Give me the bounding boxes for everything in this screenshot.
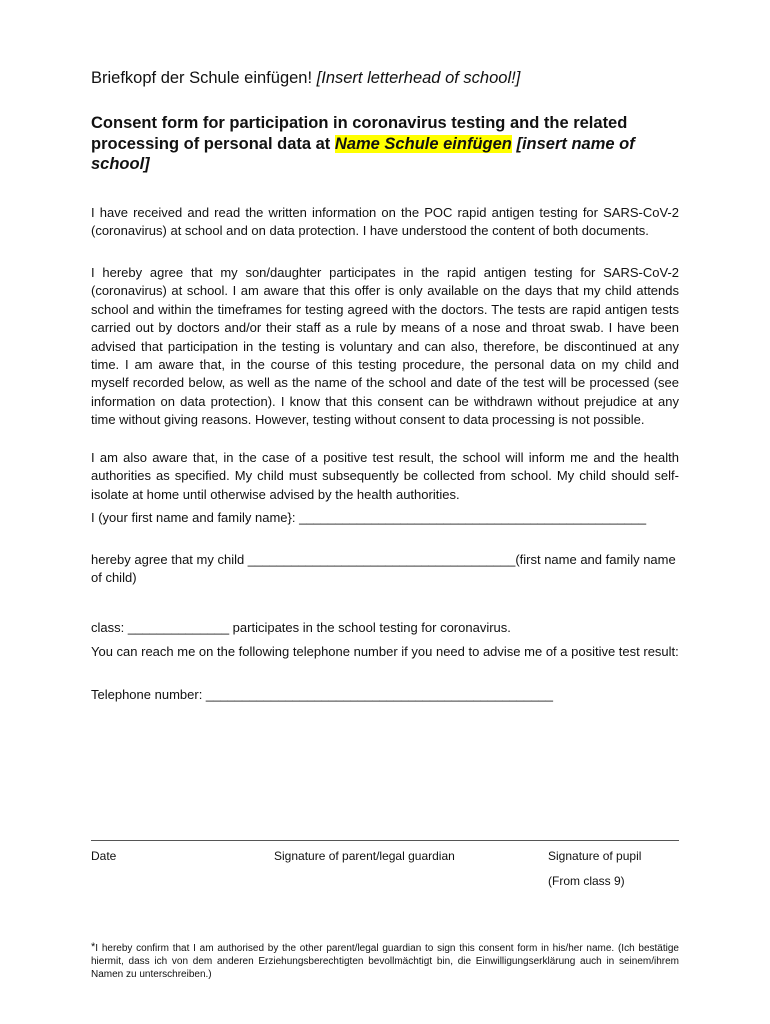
title-school-note: [insert name of school] [91, 134, 635, 173]
school-name-highlight: Name Schule einfügen [334, 134, 512, 153]
footnote-marker: * [91, 941, 96, 953]
form-title [91, 113, 681, 175]
title-text: Consent form for participation in coronavirus testing and the related processing of personal data at [91, 114, 628, 153]
signature-parent-label: Signature of parent/legal guardian [274, 849, 455, 863]
child-name-field[interactable]: hereby agree that my child _____________________________________(first name and family name of child) [91, 552, 676, 586]
paragraph-consent-details: I hereby agree that my son/daughter participates in the rapid antigen testing for SARS-CoV-2 (coronavirus) at school. I am aware that this offer is only available on the days that my child attends school and within the timeframes for testing agreed with the doctors. The tests are rapid antigen tests carried out by doctors and/or their staff as a rule by means of a nose and throat swab. I have been advised that participation in the testing is voluntary and can also, therefore, be discontinued at any time. I am aware that, in the course of this testing procedure, the personal data on my child and myself recorded below, as well as the name of the school and date of the test will be processed (see information on data protection). I know that this consent can be withdrawn without prejudice at any time without giving reasons. However, testing without consent to data processing is not possible. [91, 265, 679, 428]
parent-name-field[interactable]: I (your first name and family name}: ________________________________________________ [91, 510, 647, 525]
paragraph-positive-result: I am also aware that, in the case of a positive test result, the school will inform me and the health authorities as specified. My child must subsequently be collected from school. My child should self-isolate at home until otherwise advised by the health authorities. [91, 450, 679, 502]
signature-pupil-label: Signature of pupil [548, 849, 642, 863]
contact-instruction: You can reach me on the following telephone number if you need to advise me of a positive test result: [91, 644, 679, 659]
signature-pupil-note: (From class 9) [548, 874, 625, 888]
class-field[interactable]: class: ______________ participates in the school testing for coronavirus. [91, 620, 511, 635]
telephone-field[interactable]: Telephone number: ________________________________________________ [91, 687, 553, 702]
footnote-text: I hereby confirm that I am authorised by the other parent/legal guardian to sign this consent form in his/her name. (Ich bestätige hiermit, dass ich von dem anderen Erziehungsberechtigten bevollmächtigt bin, die Einwilligungserklärung auch in seinem/ihrem Namen zu unterschreiben.) [91, 943, 679, 980]
letterhead-german: Briefkopf der Schule einfügen! [91, 69, 313, 87]
paragraph-information-received: I have received and read the written information on the POC rapid antigen testing for SARS-CoV-2 (coronavirus) at school and on data protection. I have understood the content of both documents. [91, 205, 679, 239]
letterhead-placeholder [91, 68, 520, 88]
footnote [91, 941, 679, 981]
letterhead-english: [Insert letterhead of school!] [316, 69, 521, 87]
signature-date-label: Date [91, 849, 117, 863]
signature-line [91, 840, 679, 841]
